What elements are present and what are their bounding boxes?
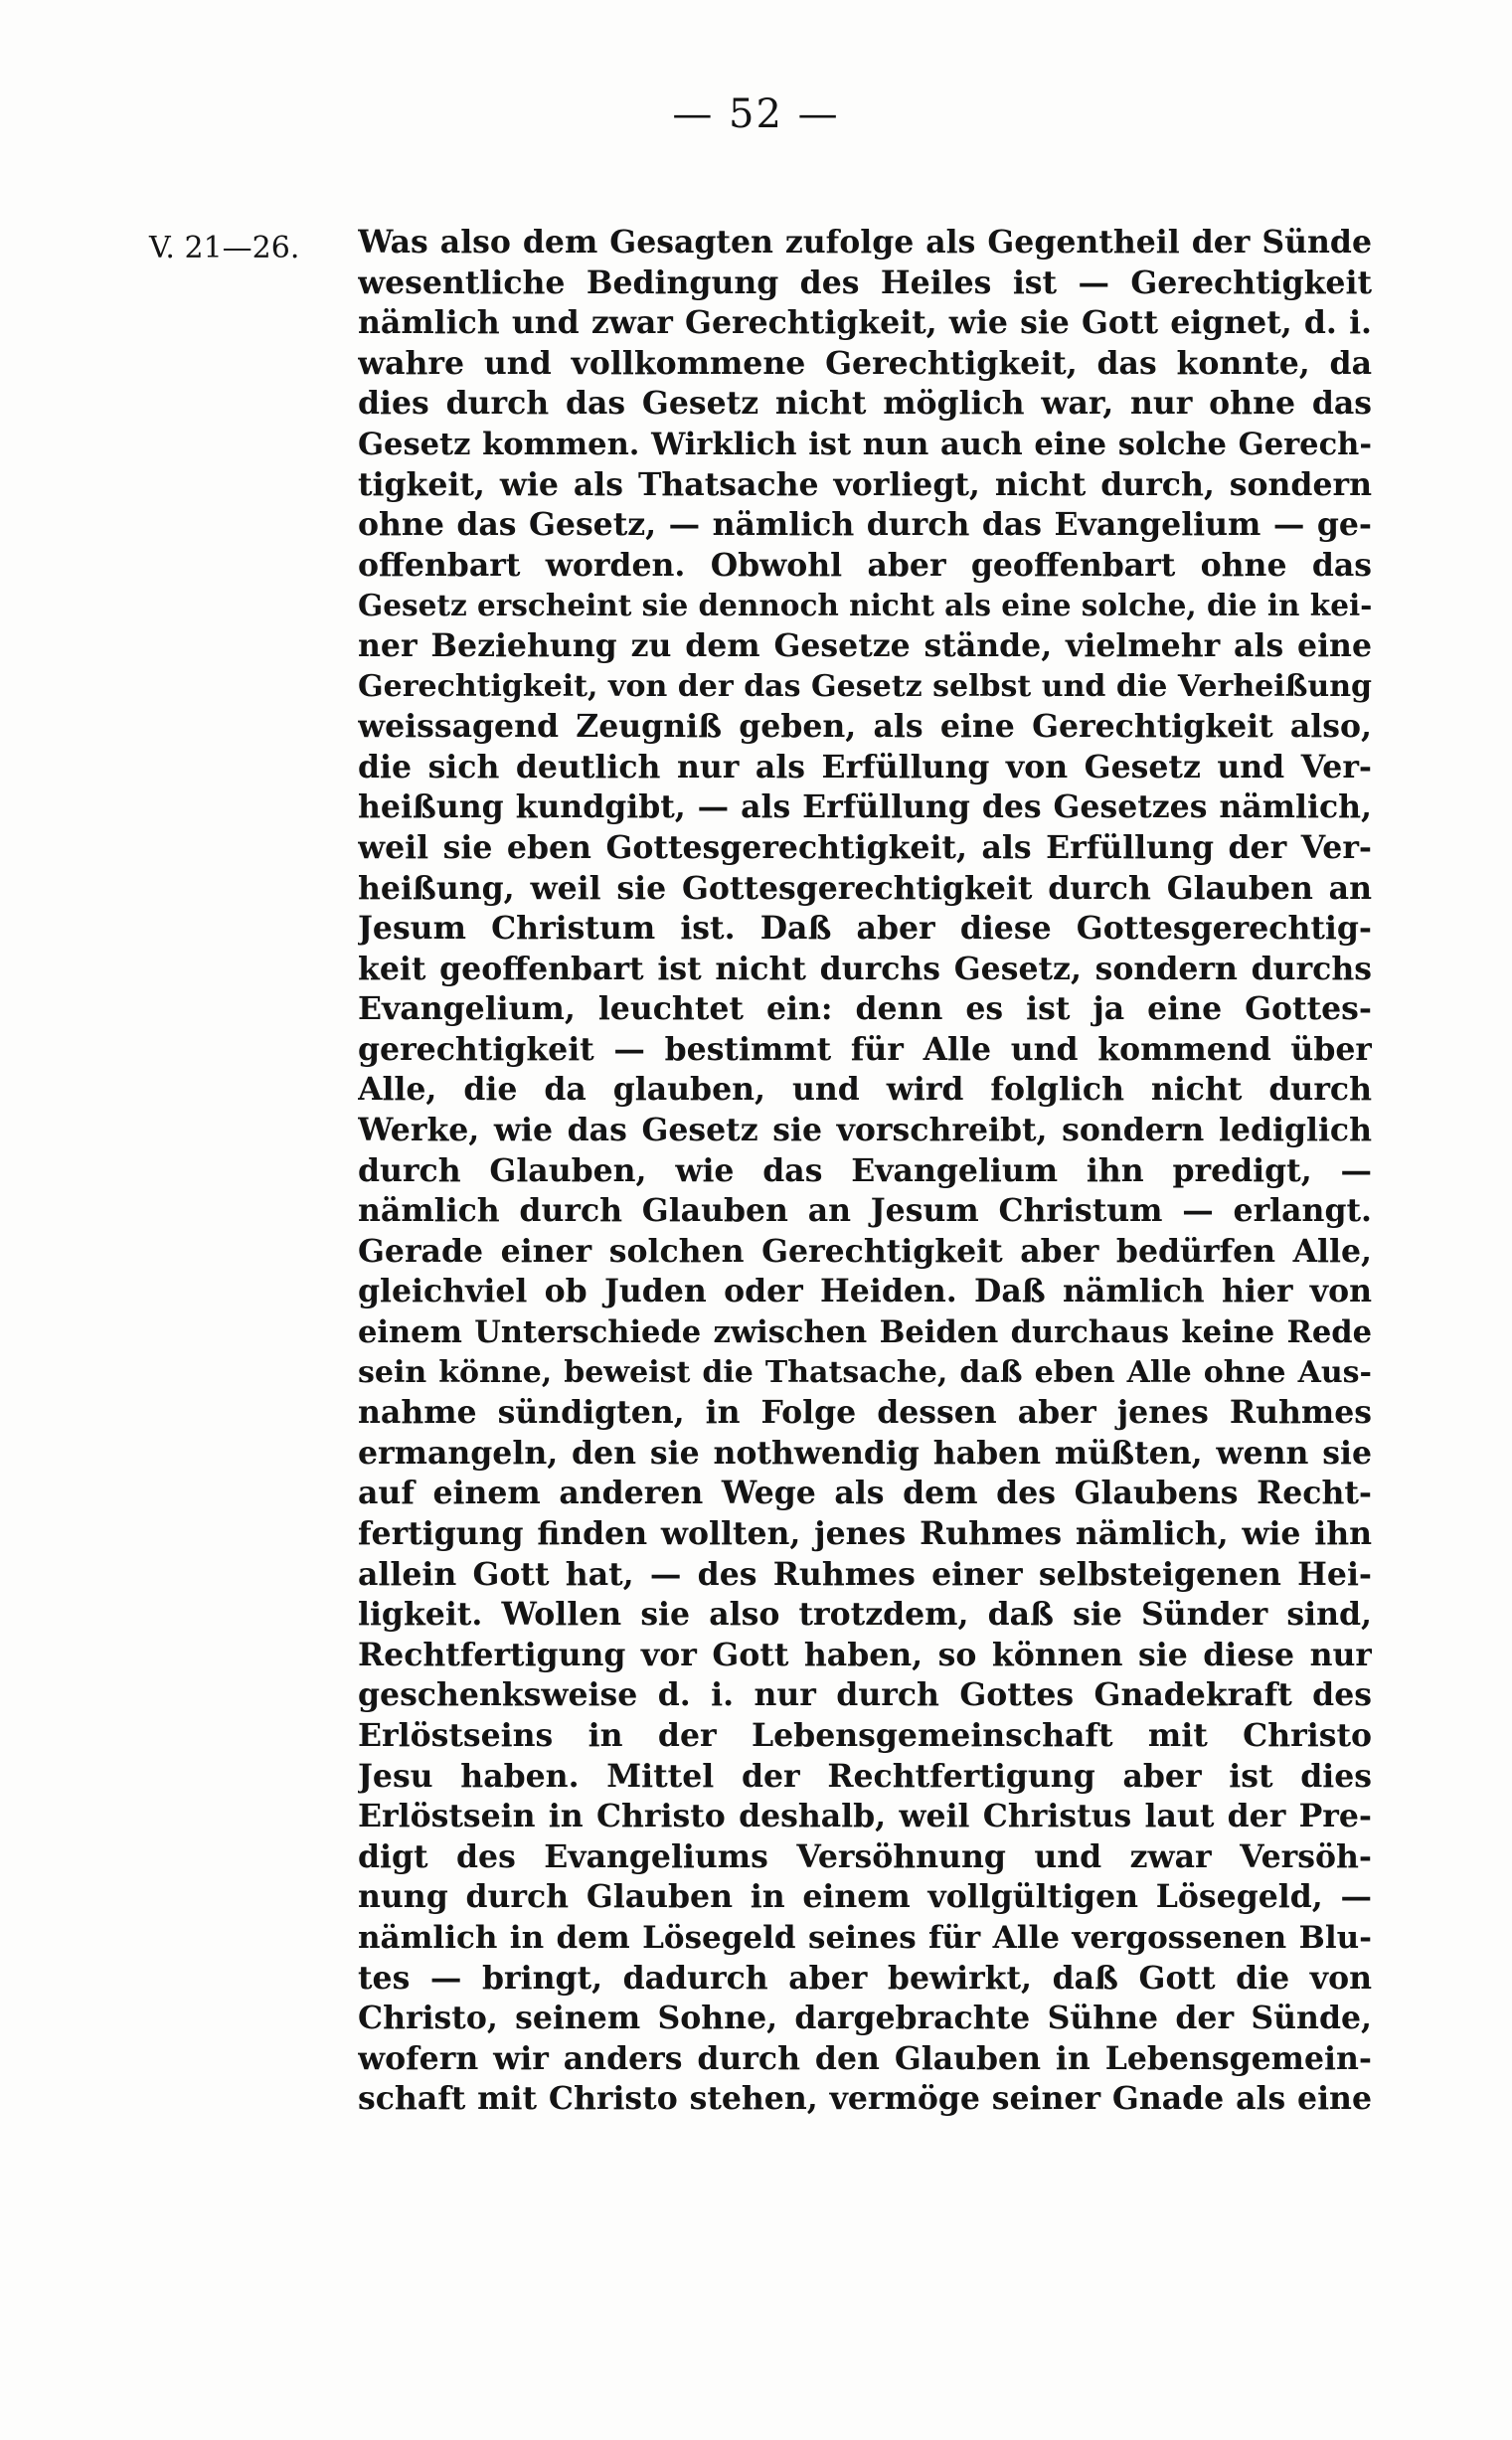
text-line: auf einem anderen Wege als dem des Glaubens Recht- xyxy=(358,1475,1372,1512)
text-line: weissagend Zeugniß geben, als eine Gerechtigkeit also, xyxy=(358,708,1372,746)
text-line: offenbart worden. Obwohl aber geoffenbart ohne das xyxy=(358,546,1372,584)
text-line: einem Unterschiede zwischen Beiden durchaus keine Rede xyxy=(358,1314,1372,1351)
text-line: ermangeln, den sie nothwendig haben müßten, wenn sie xyxy=(358,1434,1372,1472)
text-line: die sich deutlich nur als Erfüllung von Gesetz und Ver- xyxy=(358,748,1372,785)
text-line: dies durch das Gesetz nicht möglich war, nur ohne das xyxy=(358,385,1372,423)
text-line: Christo, seinem Sohne, dargebrachte Sühne der Sünde, xyxy=(358,2000,1372,2037)
text-line: ner Beziehung zu dem Gesetze stände, vielmehr als eine xyxy=(358,626,1372,664)
text-line: wesentliche Bedingung des Heiles ist — Gerechtigkeit xyxy=(358,263,1372,301)
text-line: nämlich und zwar Gerechtigkeit, wie sie Gott eignet, d. i. xyxy=(358,304,1372,342)
text-line: Jesu haben. Mittel der Rechtfertigung aber ist dies xyxy=(358,1757,1372,1795)
text-line: digt des Evangeliums Versöhnung und zwar Versöh- xyxy=(358,1837,1372,1875)
text-line: Gesetz kommen. Wirklich ist nun auch eine solche Gerech- xyxy=(358,426,1372,462)
text-line: heißung, weil sie Gottesgerechtigkeit durch Glauben an xyxy=(358,869,1372,907)
text-line: gerechtigkeit — bestimmt für Alle und kommend über xyxy=(358,1030,1372,1068)
text-line: tigkeit, wie als Thatsache vorliegt, nicht durch, sondern xyxy=(358,465,1372,503)
text-line: gleichviel ob Juden oder Heiden. Daß nämlich hier von xyxy=(358,1273,1372,1310)
verse-reference: V. 21—26. xyxy=(149,231,300,265)
page-number: — 52 — xyxy=(672,91,840,137)
text-line: Gesetz erscheint sie dennoch nicht als eine solche, die in kei- xyxy=(358,588,1372,623)
text-line: heißung kundgibt, — als Erfüllung des Gesetzes nämlich, xyxy=(358,788,1372,826)
text-line: Gerade einer solchen Gerechtigkeit aber bedürfen Alle, xyxy=(358,1232,1372,1270)
text-line: keit geoffenbart ist nicht durchs Gesetz, sondern durchs xyxy=(358,950,1372,987)
text-line: nahme sündigten, in Folge dessen aber jenes Ruhmes xyxy=(358,1394,1372,1432)
text-line: wofern wir anders durch den Glauben in Lebensgemein- xyxy=(358,2039,1372,2077)
text-line: Erlöstsein in Christo deshalb, weil Christus laut der Pre- xyxy=(358,1798,1372,1835)
text-line: allein Gott hat, — des Ruhmes einer selbsteigenen Hei- xyxy=(358,1555,1372,1593)
text-line: geschenksweise d. i. nur durch Gottes Gnadekraft des xyxy=(358,1676,1372,1714)
text-line: Rechtfertigung vor Gott haben, so können sie diese nur xyxy=(358,1636,1372,1673)
text-line: Gerechtigkeit, von der das Gesetz selbst und die Verheißung xyxy=(358,668,1372,704)
text-line: nämlich in dem Lösegeld seines für Alle vergossenen Blu- xyxy=(358,1919,1372,1956)
text-line: sein könne, beweist die Thatsache, daß eben Alle ohne Aus- xyxy=(358,1354,1372,1390)
text-line: nämlich durch Glauben an Jesum Christum — erlangt. xyxy=(358,1192,1372,1230)
text-line: wahre und vollkommene Gerechtigkeit, das konnte, da xyxy=(358,344,1372,382)
text-line: Alle, die da glauben, und wird folglich nicht durch xyxy=(358,1071,1372,1109)
text-line: Evangelium, leuchtet ein: denn es ist ja eine Gottes- xyxy=(358,990,1372,1028)
text-line: nung durch Glauben in einem vollgültigen Lösegeld, — xyxy=(358,1878,1372,1916)
text-line: schaft mit Christo stehen, vermöge seiner Gnade als eine xyxy=(358,2080,1372,2118)
text-line: fertigung finden wollten, jenes Ruhmes nämlich, wie ihn xyxy=(358,1515,1372,1552)
body-text xyxy=(358,223,1372,2120)
text-line: tes — bringt, dadurch aber bewirkt, daß Gott die von xyxy=(358,1959,1372,1997)
text-line: Was also dem Gesagten zufolge als Gegentheil der Sünde xyxy=(358,224,1372,261)
text-line: Werke, wie das Gesetz sie vorschreibt, sondern lediglich xyxy=(358,1112,1372,1149)
text-line: ohne das Gesetz, — nämlich durch das Evangelium — ge- xyxy=(358,506,1372,544)
text-line: Erlöstseins in der Lebensgemeinschaft mit Christo xyxy=(358,1716,1372,1754)
text-line: durch Glauben, wie das Evangelium ihn predigt, — xyxy=(358,1151,1372,1189)
text-line: ligkeit. Wollen sie also trotzdem, daß sie Sünder sind, xyxy=(358,1596,1372,1634)
text-line: weil sie eben Gottesgerechtigkeit, als Erfüllung der Ver- xyxy=(358,828,1372,866)
text-line: Jesum Christum ist. Daß aber diese Gottesgerechtig- xyxy=(358,910,1372,948)
